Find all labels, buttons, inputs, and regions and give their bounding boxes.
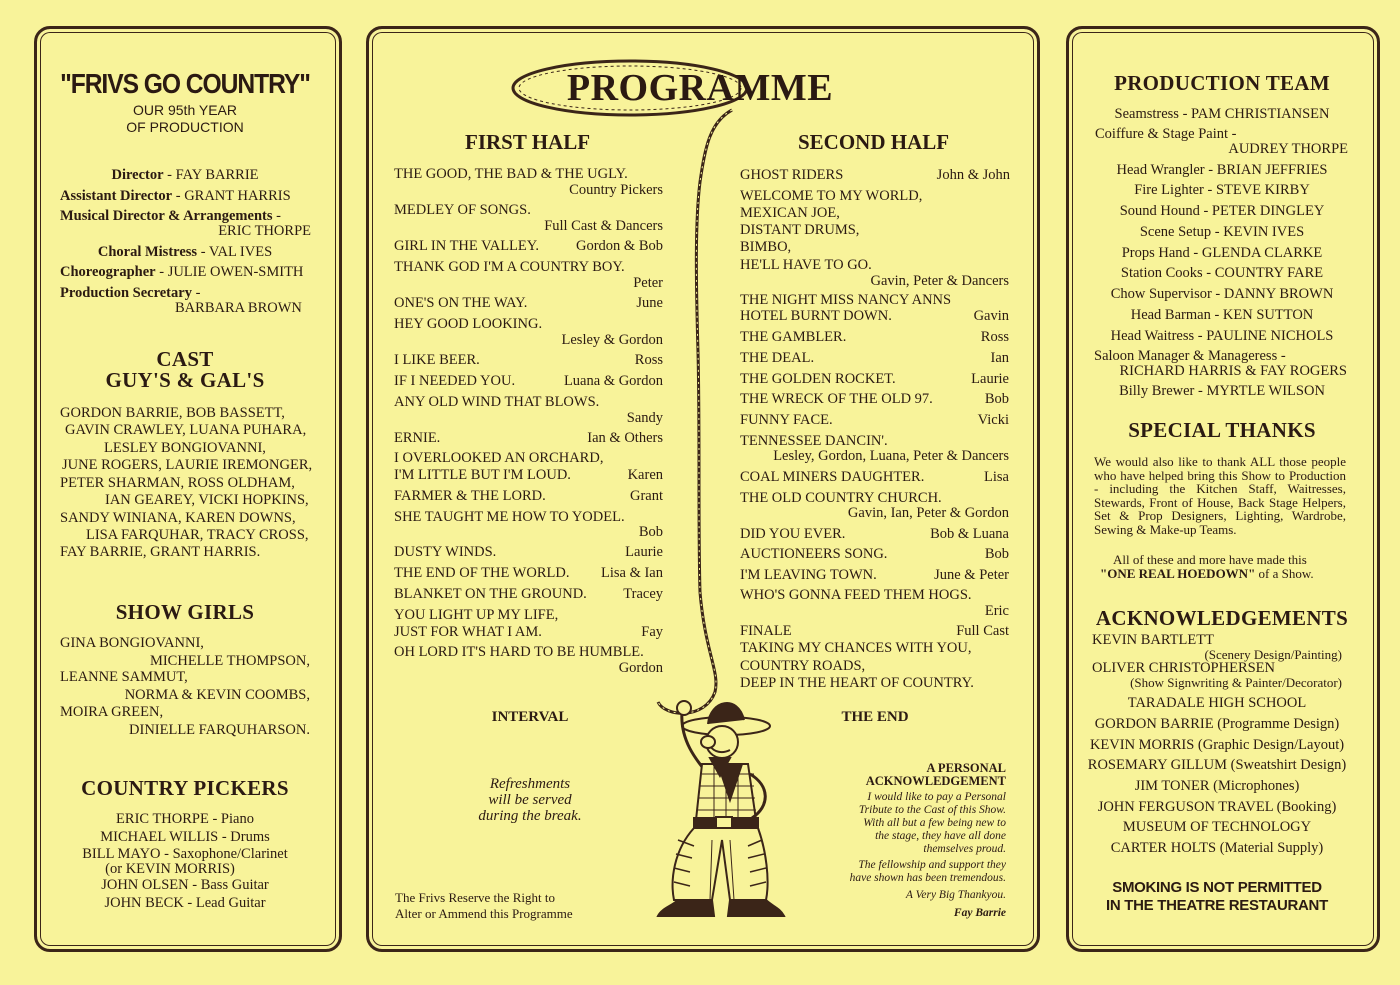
- team-line: Props Hand - GLENDA CLARKE: [1121, 245, 1323, 261]
- ack-entry: JIM TONER (Microphones): [1134, 778, 1300, 794]
- song-performer: Lisa & Ian: [600, 565, 663, 581]
- special-thanks-closing: [1100, 566, 1314, 582]
- song-performer: Lesley, Gordon, Luana, Peter & Dancers: [773, 448, 1009, 464]
- personal-ack-title: ACKNOWLEDGEMENT: [865, 774, 1006, 788]
- song-performer: Bob: [638, 524, 663, 540]
- song-title: WELCOME TO MY WORLD,: [740, 188, 923, 204]
- song-title: FUNNY FACE.: [740, 412, 833, 428]
- ack-line: A Very Big Thankyou.: [905, 889, 1006, 901]
- smoking-notice: SMOKING IS NOT PERMITTED: [1112, 879, 1322, 896]
- cast-subtitle: GUY'S & GAL'S: [105, 368, 265, 392]
- song-title: THANK GOD I'M A COUNTRY BOY.: [394, 259, 625, 275]
- song-performer: Sandy: [626, 410, 663, 426]
- song-title: ERNIE.: [394, 430, 441, 446]
- reserve-notice: Alter or Ammend this Programme: [395, 906, 573, 921]
- song-performer: Bob: [984, 391, 1009, 407]
- picker-line: (or KEVIN MORRIS): [105, 861, 235, 877]
- credit-name: VAL IVES: [208, 244, 273, 260]
- cast-title: CAST: [156, 347, 214, 371]
- showgirl-line: GINA BONGIOVANNI,: [60, 635, 204, 651]
- team-line: Fire Lighter - STEVE KIRBY: [1134, 182, 1310, 198]
- cast-line: JUNE ROGERS, LAURIE IREMONGER,: [62, 457, 313, 473]
- song-performer: Ross: [980, 329, 1009, 345]
- credit-choreographer: Choreographer - JULIE OWEN-SMITH: [60, 264, 304, 280]
- credit-role: Production Secretary: [60, 285, 192, 301]
- song-title: SHE TAUGHT ME HOW TO YODEL.: [394, 509, 625, 525]
- song-title: THE DEAL.: [740, 350, 815, 366]
- hoedown-phrase: "ONE REAL HOEDOWN": [1100, 566, 1256, 581]
- song-title: THE GOOD, THE BAD & THE UGLY.: [394, 166, 628, 182]
- ack-entry: ROSEMARY GILLUM (Sweatshirt Design): [1087, 757, 1347, 773]
- credit-role: Choral Mistress: [97, 244, 198, 260]
- song-performer: Gavin, Ian, Peter & Gordon: [847, 505, 1009, 521]
- song-title: FINALE: [740, 623, 792, 639]
- song-performer: Bob & Luana: [930, 526, 1009, 542]
- song-performer: Lesley & Gordon: [561, 332, 663, 348]
- credit-role: Choreographer: [60, 264, 156, 280]
- refreshments-line: during the break.: [478, 808, 582, 824]
- song-performer: June & Peter: [934, 567, 1009, 583]
- credit-name: BARBARA BROWN: [175, 300, 302, 316]
- song-performer: Vicki: [977, 412, 1009, 428]
- ack-entry: GORDON BARRIE (Programme Design): [1094, 716, 1340, 732]
- ack-line: Tribute to the Cast of this Show.: [858, 804, 1006, 816]
- smoking-notice: IN THE THEATRE RESTAURANT: [1106, 897, 1328, 914]
- ack-entry: JOHN FERGUSON TRAVEL (Booking): [1097, 799, 1337, 815]
- team-line: Billy Brewer - MYRTLE WILSON: [1119, 383, 1325, 399]
- song-performer: Ian & Others: [587, 430, 663, 446]
- song-title: GHOST RIDERS: [740, 167, 844, 183]
- reserve-notice: The Frivs Reserve the Right to: [395, 890, 555, 905]
- acknowledgements-title: ACKNOWLEDGEMENTS: [1095, 606, 1349, 630]
- song-title: HE'LL HAVE TO GO.: [740, 257, 872, 273]
- cast-line: LESLEY BONGIOVANNI,: [104, 440, 266, 456]
- ack-entry: KEVIN BARTLETT: [1092, 632, 1214, 648]
- cast-line: GAVIN CRAWLEY, LUANA PUHARA,: [65, 422, 307, 438]
- ack-entry: CARTER HOLTS (Material Supply): [1110, 840, 1324, 856]
- credit-name: GRANT HARRIS: [184, 188, 291, 204]
- song-title: BLANKET ON THE GROUND.: [394, 586, 587, 602]
- song-performer: Eric: [984, 603, 1009, 619]
- song-performer: Bob: [984, 546, 1009, 562]
- second-half-title: SECOND HALF: [798, 130, 950, 154]
- credit-musical-director: Musical Director & Arrangements -: [60, 208, 281, 224]
- song-title: THE GAMBLER.: [740, 329, 847, 345]
- programme-title: PROGRAMME: [566, 67, 834, 109]
- picker-line: ERIC THORPE - Piano: [116, 811, 254, 827]
- song-title: HEY GOOD LOOKING.: [394, 316, 543, 332]
- song-title: I'M LITTLE BUT I'M LOUD.: [394, 467, 571, 483]
- show-title: "FRIVS GO COUNTRY": [60, 68, 310, 99]
- song-title: OH LORD IT'S HARD TO BE HUMBLE.: [394, 644, 644, 660]
- song-title: MEXICAN JOE,: [740, 205, 840, 221]
- song-title: TAKING MY CHANCES WITH YOU,: [740, 640, 972, 656]
- special-thanks-text: We would also like to thank ALL those people who have helped bring this Show to Production - including the Kitchen Staff, Waitresses, Stewards, Front of House, Back Stage Helpers, Set & Prop Designers, Lighting, Wardrobe, Sewing & Make-up Teams.: [1094, 454, 1346, 537]
- song-title: JUST FOR WHAT I AM.: [394, 624, 542, 640]
- song-performer: Fay: [641, 624, 663, 640]
- refreshments-line: will be served: [488, 792, 572, 808]
- song-title: THE OLD COUNTRY CHURCH.: [740, 490, 942, 506]
- cast-line: GORDON BARRIE, BOB BASSETT,: [60, 405, 285, 421]
- song-title: AUCTIONEERS SONG.: [740, 546, 888, 562]
- song-title: MEDLEY OF SONGS.: [394, 202, 531, 218]
- ack-line: The fellowship and support they: [858, 859, 1006, 871]
- special-thanks-line: All of these and more have made this: [1113, 552, 1307, 567]
- team-line: AUDREY THORPE: [1228, 141, 1348, 157]
- cast-line: SANDY WINIANA, KAREN DOWNS,: [60, 510, 296, 526]
- personal-ack-title: A PERSONAL: [926, 761, 1006, 775]
- cast-line: FAY BARRIE, GRANT HARRIS.: [60, 544, 261, 560]
- song-title: IF I NEEDED YOU.: [394, 373, 516, 389]
- song-performer: Gordon & Bob: [576, 238, 663, 254]
- team-line: Head Wrangler - BRIAN JEFFRIES: [1116, 162, 1328, 178]
- song-title: DID YOU EVER.: [740, 526, 846, 542]
- credit-role: Assistant Director: [60, 188, 173, 204]
- special-thanks-title: SPECIAL THANKS: [1128, 418, 1316, 442]
- song-performer: Ian: [990, 350, 1009, 366]
- refreshments-line: Refreshments: [489, 776, 571, 792]
- song-title: GIRL IN THE VALLEY.: [394, 238, 539, 254]
- song-performer: Tracey: [623, 586, 663, 602]
- production-team-title: PRODUCTION TEAM: [1114, 71, 1330, 95]
- song-title: I'M LEAVING TOWN.: [740, 567, 877, 583]
- song-title: THE END OF THE WORLD.: [394, 565, 570, 581]
- country-pickers-title: COUNTRY PICKERS: [81, 776, 289, 800]
- song-performer: John & John: [936, 167, 1010, 183]
- credit-production-secretary: Production Secretary -: [60, 285, 201, 301]
- song-title: THE NIGHT MISS NANCY ANNS: [740, 292, 952, 308]
- credit-role: Director: [111, 167, 164, 183]
- showgirl-line: DINIELLE FARQUHARSON.: [129, 722, 310, 738]
- song-performer: Laurie: [971, 371, 1009, 387]
- showgirl-line: MICHELLE THOMPSON,: [149, 653, 310, 669]
- ack-line: I would like to pay a Personal: [867, 791, 1006, 803]
- credit-choral-mistress: Choral Mistress - VAL IVES: [97, 244, 273, 260]
- song-title: ANY OLD WIND THAT BLOWS.: [394, 394, 600, 410]
- ack-signature: Fay Barrie: [953, 907, 1006, 919]
- ack-line: themselves proud.: [923, 843, 1006, 855]
- song-title: ONE'S ON THE WAY.: [394, 295, 528, 311]
- song-title: HOTEL BURNT DOWN.: [740, 308, 892, 324]
- song-title: DEEP IN THE HEART OF COUNTRY.: [740, 675, 974, 691]
- ack-line: the stage, they have all done: [875, 830, 1006, 842]
- team-line: Head Barman - KEN SUTTON: [1130, 307, 1314, 323]
- show-subtitle-2: OF PRODUCTION: [126, 119, 244, 135]
- team-line: Seamstress - PAM CHRISTIANSEN: [1114, 106, 1330, 122]
- ack-entry: (Scenery Design/Painting): [1204, 647, 1342, 662]
- song-performer: Gavin: [973, 308, 1009, 324]
- song-title: COAL MINERS DAUGHTER.: [740, 469, 925, 485]
- first-half-title: FIRST HALF: [465, 130, 591, 154]
- interval-heading: INTERVAL: [491, 709, 569, 725]
- showgirl-line: MOIRA GREEN,: [60, 704, 164, 720]
- song-performer: Karen: [627, 467, 663, 483]
- team-line: Head Waitress - PAULINE NICHOLS: [1110, 328, 1334, 344]
- song-performer: Laurie: [625, 544, 663, 560]
- song-title: COUNTRY ROADS,: [740, 658, 866, 674]
- picker-line: JOHN BECK - Lead Guitar: [104, 895, 266, 911]
- team-line: Coiffure & Stage Paint -: [1095, 126, 1237, 142]
- song-performer: Grant: [629, 488, 663, 504]
- song-performer: Ross: [634, 352, 663, 368]
- song-performer: Peter: [633, 275, 663, 291]
- cast-line: IAN GEAREY, VICKI HOPKINS,: [105, 492, 309, 508]
- song-title: I LIKE BEER.: [394, 352, 480, 368]
- song-title: YOU LIGHT UP MY LIFE,: [394, 607, 559, 623]
- cowboy-illustration: [630, 690, 790, 925]
- song-title: THE GOLDEN ROCKET.: [740, 371, 896, 387]
- credit-role: Musical Director & Arrangements: [60, 208, 273, 224]
- team-line: Sound Hound - PETER DINGLEY: [1119, 203, 1325, 219]
- credit-name: ERIC THORPE: [218, 223, 311, 239]
- team-line: Scene Setup - KEVIN IVES: [1139, 224, 1305, 240]
- song-title: FARMER & THE LORD.: [394, 488, 546, 504]
- song-title: WHO'S GONNA FEED THEM HOGS.: [740, 587, 972, 603]
- song-performer: Lisa: [984, 469, 1009, 485]
- picker-line: MICHAEL WILLIS - Drums: [100, 829, 270, 845]
- ack-entry: OLIVER CHRISTOPHERSEN: [1092, 660, 1276, 676]
- showgirl-line: NORMA & KEVIN COOMBS,: [124, 687, 310, 703]
- cast-line: PETER SHARMAN, ROSS OLDHAM,: [60, 475, 295, 491]
- song-title: TENNESSEE DANCIN'.: [740, 433, 888, 449]
- picker-line: BILL MAYO - Saxophone/Clarinet: [82, 846, 288, 862]
- credit-name: FAY BARRIE: [175, 167, 259, 183]
- special-thanks-end: of a Show.: [1255, 566, 1314, 581]
- credit-name: JULIE OWEN-SMITH: [167, 264, 304, 280]
- ack-line: have shown has been tremendous.: [849, 872, 1006, 884]
- song-performer: Gordon: [618, 660, 663, 676]
- song-performer: Full Cast & Dancers: [544, 218, 663, 234]
- song-performer: Full Cast: [956, 623, 1009, 639]
- song-performer: Luana & Gordon: [563, 373, 663, 389]
- ack-line: With all but a few being new to: [863, 817, 1006, 829]
- team-line: RICHARD HARRIS & FAY ROGERS: [1119, 363, 1347, 379]
- credit-assistant-director: Assistant Director - GRANT HARRIS: [60, 188, 291, 204]
- song-title: DISTANT DRUMS,: [740, 222, 860, 238]
- picker-line: JOHN OLSEN - Bass Guitar: [101, 877, 269, 893]
- cast-line: LISA FARQUHAR, TRACY CROSS,: [86, 527, 309, 543]
- showgirls-title: SHOW GIRLS: [115, 600, 255, 624]
- song-performer: June: [636, 295, 663, 311]
- ack-entry: MUSEUM OF TECHNOLOGY: [1122, 819, 1312, 835]
- song-title: THE WRECK OF THE OLD 97.: [740, 391, 933, 407]
- ack-entry: KEVIN MORRIS (Graphic Design/Layout): [1089, 737, 1345, 753]
- song-performer: Gavin, Peter & Dancers: [870, 273, 1009, 289]
- song-title: I OVERLOOKED AN ORCHARD,: [394, 450, 604, 466]
- song-title: DUSTY WINDS.: [394, 544, 497, 560]
- team-line: Saloon Manager & Manageress -: [1094, 348, 1286, 364]
- team-line: Station Cooks - COUNTRY FARE: [1120, 265, 1324, 281]
- credit-director: Director - FAY BARRIE: [111, 167, 259, 183]
- the-end-heading: THE END: [841, 709, 909, 725]
- team-line: Chow Supervisor - DANNY BROWN: [1110, 286, 1334, 302]
- song-title: BIMBO,: [740, 239, 792, 255]
- song-performer: Country Pickers: [569, 182, 663, 198]
- showgirl-line: LEANNE SAMMUT,: [60, 669, 188, 685]
- ack-entry: (Show Signwriting & Painter/Decorator): [1130, 675, 1342, 690]
- ack-entry: TARADALE HIGH SCHOOL: [1127, 695, 1307, 711]
- show-subtitle-1: OUR 95th YEAR: [132, 102, 237, 118]
